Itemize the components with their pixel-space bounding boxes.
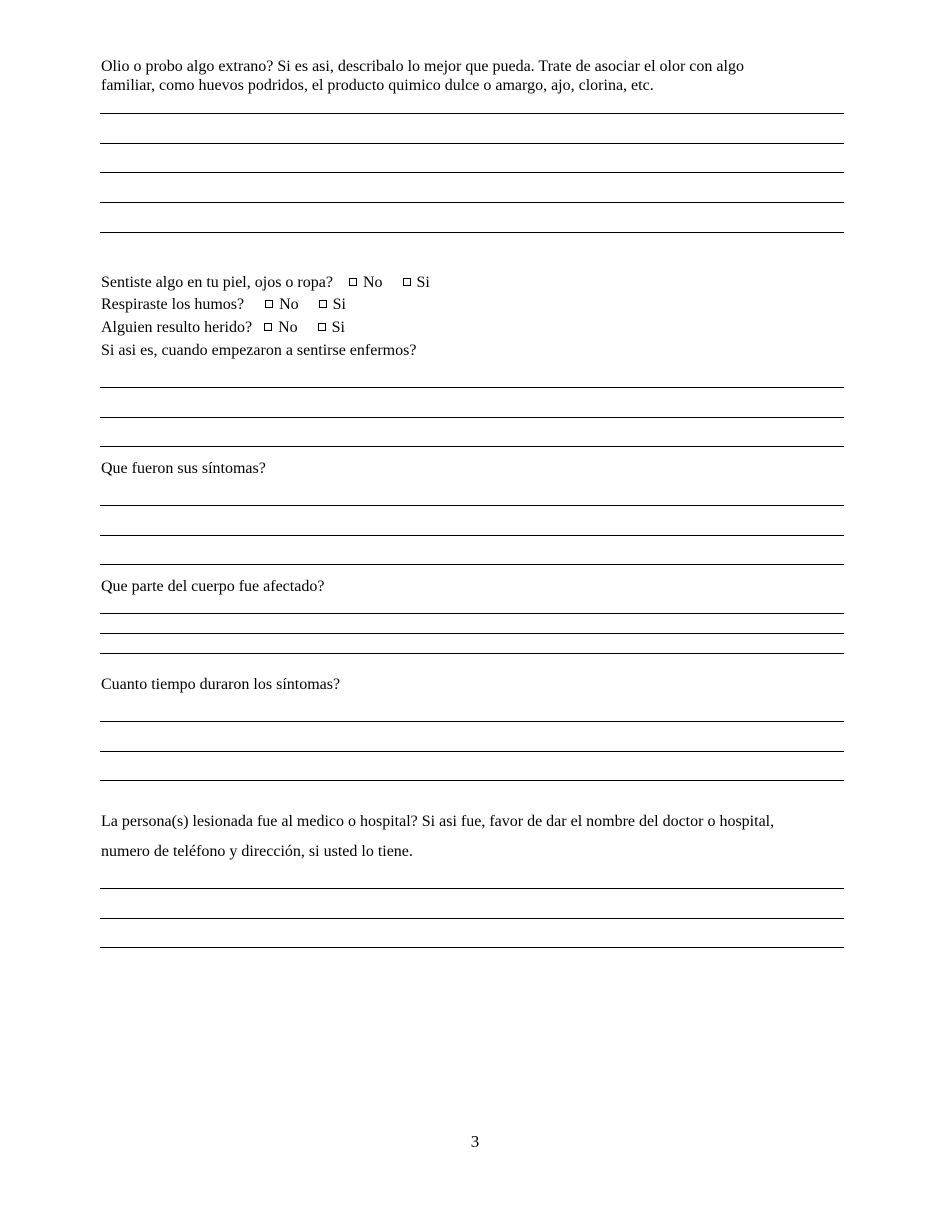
answer-line[interactable] [100, 613, 844, 614]
check-question: Sentiste algo en tu piel, ojos o ropa? [101, 274, 333, 291]
answer-line[interactable] [100, 202, 844, 203]
answer-line[interactable] [100, 947, 844, 948]
answer-line[interactable] [100, 535, 844, 536]
check-question: Respiraste los humos? [101, 296, 245, 313]
answer-line[interactable] [100, 721, 844, 722]
option-no[interactable]: No [264, 318, 298, 337]
answer-line[interactable] [100, 446, 844, 447]
answer-line[interactable] [100, 564, 844, 565]
answer-line[interactable] [100, 232, 844, 233]
checkbox-yes[interactable] [319, 300, 327, 308]
answer-line[interactable] [100, 780, 844, 781]
symptoms-question: Que fueron sus síntomas? [101, 460, 266, 477]
answer-line[interactable] [100, 888, 844, 889]
duration-question: Cuanto tiempo duraron los síntomas? [101, 676, 341, 693]
option-no[interactable]: No [349, 273, 383, 292]
checkbox-no[interactable] [264, 323, 272, 331]
answer-line[interactable] [100, 417, 844, 418]
medical-question-line1: La persona(s) lesionada fue al medico o hospital? Si asi fue, favor de dar el nombre del doctor o hospital, [101, 813, 775, 830]
check-row-fumes [101, 295, 346, 314]
checkbox-no[interactable] [265, 300, 273, 308]
answer-line[interactable] [100, 751, 844, 752]
when-sick-question: Si asi es, cuando empezaron a sentirse enfermos? [101, 342, 417, 359]
answer-line[interactable] [100, 653, 844, 654]
answer-line[interactable] [100, 505, 844, 506]
answer-line[interactable] [100, 172, 844, 173]
checkbox-no[interactable] [349, 278, 357, 286]
smell-question-line1: Olio o probo algo extrano? Si es asi, describalo lo mejor que pueda. Trate de asociar el olor con algo [101, 58, 744, 75]
option-yes[interactable]: Si [403, 273, 430, 292]
checkbox-yes[interactable] [318, 323, 326, 331]
answer-line[interactable] [100, 143, 844, 144]
answer-line[interactable] [100, 918, 844, 919]
answer-line[interactable] [100, 113, 844, 114]
answer-line[interactable] [100, 387, 844, 388]
option-yes[interactable]: Si [319, 295, 346, 314]
body-part-question: Que parte del cuerpo fue afectado? [101, 578, 325, 595]
page-number: 3 [470, 1132, 480, 1151]
check-row-skin [101, 273, 430, 292]
answer-line[interactable] [100, 633, 844, 634]
medical-question-line2: numero de teléfono y dirección, si usted lo tiene. [101, 843, 413, 860]
check-row-injured [101, 318, 345, 337]
option-yes[interactable]: Si [318, 318, 345, 337]
smell-question-line2: familiar, como huevos podridos, el producto quimico dulce o amargo, ajo, clorina, etc. [101, 77, 654, 94]
checkbox-yes[interactable] [403, 278, 411, 286]
option-no[interactable]: No [265, 295, 299, 314]
check-question: Alguien resulto herido? [101, 319, 253, 336]
